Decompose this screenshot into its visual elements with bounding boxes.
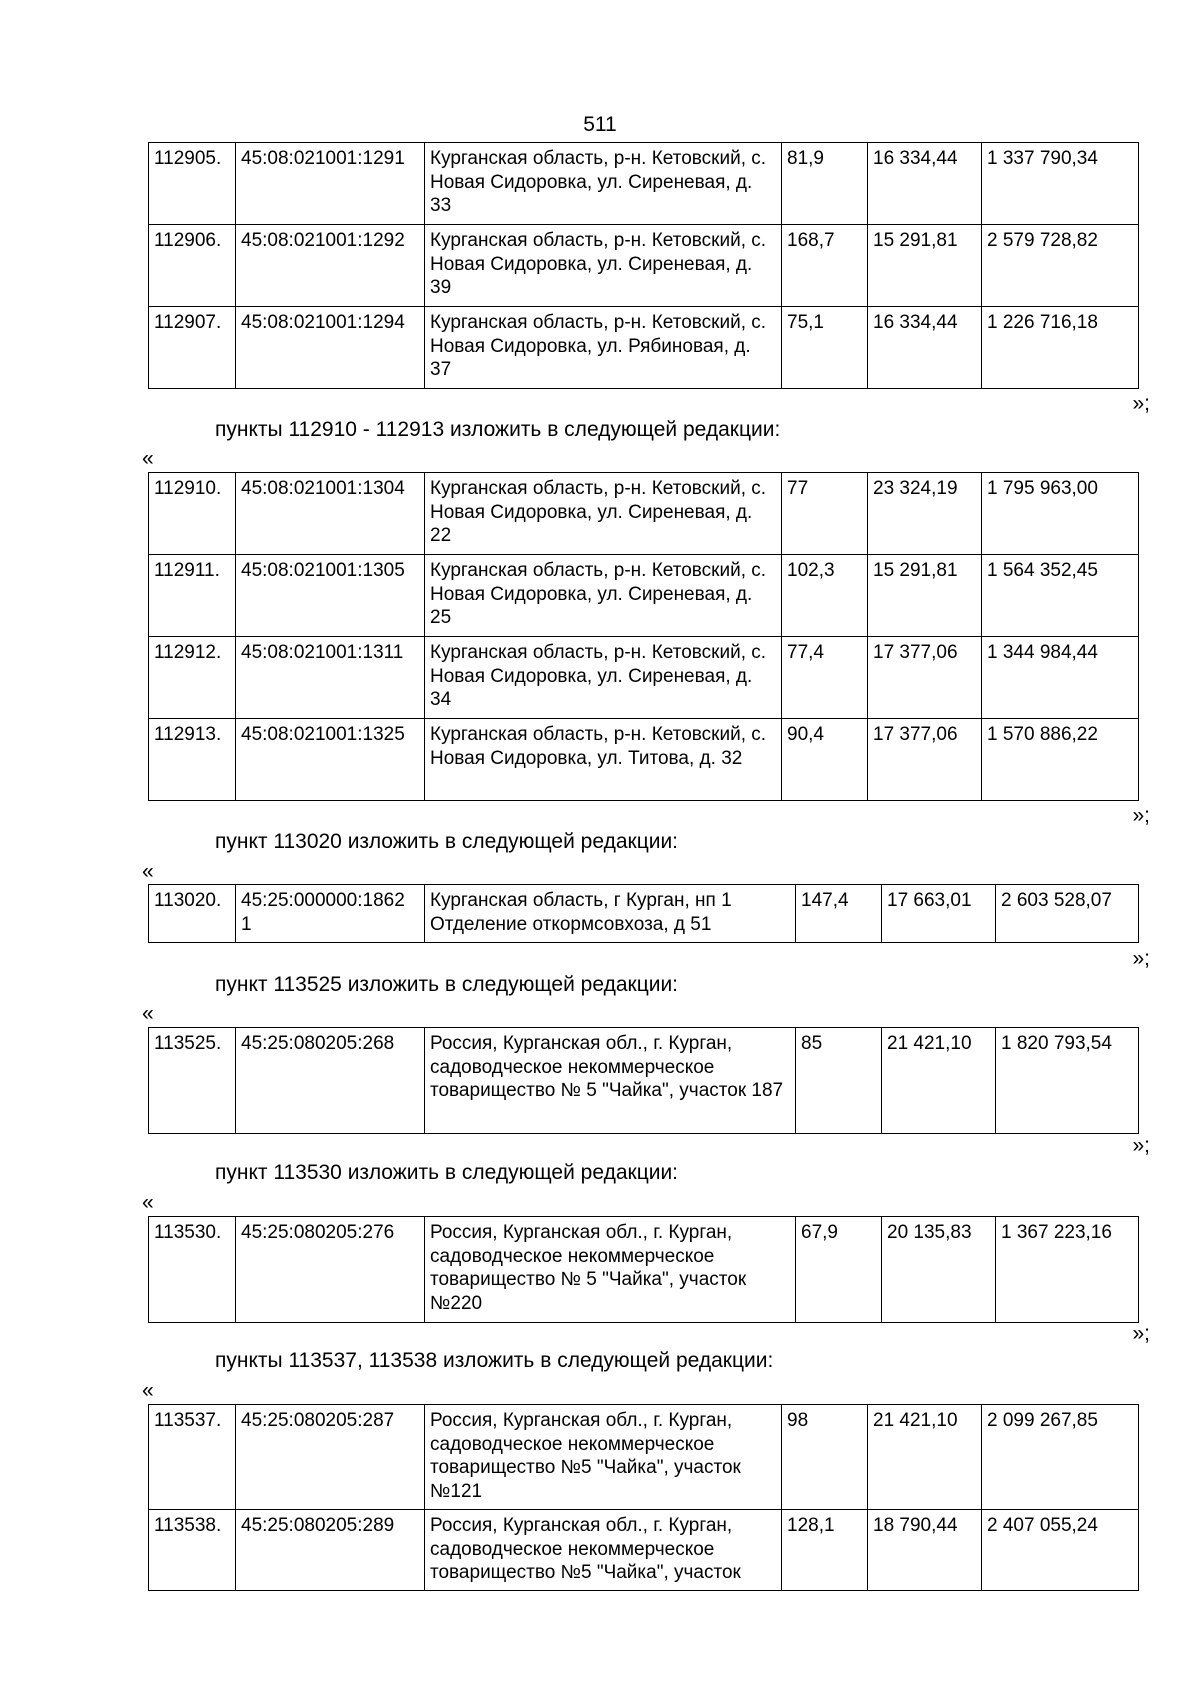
total-value: 2 603 528,07 <box>996 885 1139 943</box>
table-row <box>149 1405 1139 1510</box>
total-value: 1 570 886,22 <box>982 719 1139 801</box>
closing-quote: »; <box>1132 947 1150 970</box>
section-heading: пункт 113020 изложить в следующей редакции: <box>215 830 679 853</box>
total-value: 2 099 267,85 <box>982 1405 1139 1510</box>
table-113530 <box>148 1216 1139 1323</box>
cadastral-number: 45:08:021001:1305 <box>236 555 425 637</box>
row-number: 112912. <box>149 637 236 719</box>
table-row <box>149 1510 1139 1591</box>
closing-quote: »; <box>1132 392 1150 415</box>
total-value: 1 795 963,00 <box>982 473 1139 555</box>
unit-price: 21 421,10 <box>868 1405 982 1510</box>
unit-price: 18 790,44 <box>868 1510 982 1591</box>
address: Россия, Курганская обл., г. Курган, садоводческое некоммерческое товарищество № 5 "Чайка", участок №220 <box>425 1217 796 1323</box>
total-value: 1 226 716,18 <box>982 307 1139 389</box>
address: Россия, Курганская обл., г. Курган, садоводческое некоммерческое товарищество № 5 "Чайка", участок 187 <box>425 1028 796 1134</box>
cadastral-number: 45:25:080205:289 <box>236 1510 425 1591</box>
row-number: 112905. <box>149 143 236 225</box>
table-row <box>149 473 1139 555</box>
address: Курганская область, р-н. Кетовский, с. Новая Сидоровка, ул. Сиреневая, д. 33 <box>425 143 782 225</box>
opening-quote: « <box>142 447 154 470</box>
unit-price: 21 421,10 <box>882 1028 996 1134</box>
area: 147,4 <box>796 885 882 943</box>
table-row <box>149 143 1139 225</box>
area: 90,4 <box>782 719 868 801</box>
area: 81,9 <box>782 143 868 225</box>
total-value: 2 407 055,24 <box>982 1510 1139 1591</box>
table-row <box>149 307 1139 389</box>
cadastral-number: 45:08:021001:1291 <box>236 143 425 225</box>
unit-price: 20 135,83 <box>882 1217 996 1323</box>
section-heading: пункт 113525 изложить в следующей редакции: <box>215 973 679 996</box>
table-113537-113538 <box>148 1404 1139 1591</box>
row-number: 112907. <box>149 307 236 389</box>
row-number: 113537. <box>149 1405 236 1510</box>
table-row <box>149 225 1139 307</box>
address: Курганская область, р-н. Кетовский, с. Новая Сидоровка, ул. Рябиновая, д. 37 <box>425 307 782 389</box>
table-row <box>149 885 1139 943</box>
opening-quote: « <box>142 860 154 883</box>
total-value: 1 337 790,34 <box>982 143 1139 225</box>
address: Курганская область, р-н. Кетовский, с. Новая Сидоровка, ул. Сиреневая, д. 34 <box>425 637 782 719</box>
row-number: 113538. <box>149 1510 236 1591</box>
unit-price: 23 324,19 <box>868 473 982 555</box>
cadastral-number: 45:08:021001:1311 <box>236 637 425 719</box>
row-number: 113530. <box>149 1217 236 1323</box>
address: Россия, Курганская обл., г. Курган, садоводческое некоммерческое товарищество №5 "Чайка", участок №121 <box>425 1405 782 1510</box>
section-heading: пункты 112910 - 112913 изложить в следующей редакции: <box>215 418 781 441</box>
total-value: 1 820 793,54 <box>996 1028 1139 1134</box>
section-heading: пункт 113530 изложить в следующей редакции: <box>215 1161 679 1184</box>
row-number: 113020. <box>149 885 236 943</box>
total-value: 1 367 223,16 <box>996 1217 1139 1323</box>
row-number: 112911. <box>149 555 236 637</box>
opening-quote: « <box>142 1191 154 1214</box>
area: 128,1 <box>782 1510 868 1591</box>
area: 67,9 <box>796 1217 882 1323</box>
cadastral-number: 45:25:080205:268 <box>236 1028 425 1134</box>
area: 98 <box>782 1405 868 1510</box>
cadastral-number: 45:08:021001:1292 <box>236 225 425 307</box>
row-number: 112913. <box>149 719 236 801</box>
opening-quote: « <box>142 1002 154 1025</box>
table-113020 <box>148 884 1139 943</box>
table-row <box>149 637 1139 719</box>
closing-quote: »; <box>1132 1134 1150 1157</box>
address: Россия, Курганская обл., г. Курган, садоводческое некоммерческое товарищество №5 "Чайка", участок <box>425 1510 782 1591</box>
cadastral-number: 45:25:080205:276 <box>236 1217 425 1323</box>
area: 168,7 <box>782 225 868 307</box>
address: Курганская область, р-н. Кетовский, с. Новая Сидоровка, ул. Сиреневая, д. 25 <box>425 555 782 637</box>
total-value: 1 344 984,44 <box>982 637 1139 719</box>
unit-price: 17 663,01 <box>882 885 996 943</box>
total-value: 1 564 352,45 <box>982 555 1139 637</box>
unit-price: 15 291,81 <box>868 555 982 637</box>
table-row <box>149 1217 1139 1323</box>
page-number: 511 <box>583 113 617 136</box>
table-row <box>149 555 1139 637</box>
unit-price: 15 291,81 <box>868 225 982 307</box>
area: 75,1 <box>782 307 868 389</box>
cadastral-number: 45:25:080205:287 <box>236 1405 425 1510</box>
table-112905-112907 <box>148 142 1139 389</box>
row-number: 112906. <box>149 225 236 307</box>
address: Курганская область, р-н. Кетовский, с. Новая Сидоровка, ул. Сиреневая, д. 22 <box>425 473 782 555</box>
address: Курганская область, р-н. Кетовский, с. Новая Сидоровка, ул. Сиреневая, д. 39 <box>425 225 782 307</box>
area: 85 <box>796 1028 882 1134</box>
row-number: 112910. <box>149 473 236 555</box>
address: Курганская область, г Курган, нп 1 Отделение откормсовхоза, д 51 <box>425 885 796 943</box>
table-row <box>149 719 1139 801</box>
cadastral-number: 45:08:021001:1294 <box>236 307 425 389</box>
unit-price: 17 377,06 <box>868 637 982 719</box>
cadastral-number: 45:08:021001:1304 <box>236 473 425 555</box>
opening-quote: « <box>142 1379 154 1402</box>
total-value: 2 579 728,82 <box>982 225 1139 307</box>
closing-quote: »; <box>1132 804 1150 827</box>
table-113525 <box>148 1027 1139 1134</box>
area: 102,3 <box>782 555 868 637</box>
unit-price: 16 334,44 <box>868 143 982 225</box>
unit-price: 16 334,44 <box>868 307 982 389</box>
closing-quote: »; <box>1132 1322 1150 1345</box>
section-heading: пункты 113537, 113538 изложить в следующей редакции: <box>215 1349 774 1372</box>
table-row <box>149 1028 1139 1134</box>
address: Курганская область, р-н. Кетовский, с. Новая Сидоровка, ул. Титова, д. 32 <box>425 719 782 801</box>
area: 77,4 <box>782 637 868 719</box>
table-112910-112913 <box>148 472 1139 801</box>
area: 77 <box>782 473 868 555</box>
cadastral-number: 45:08:021001:1325 <box>236 719 425 801</box>
unit-price: 17 377,06 <box>868 719 982 801</box>
row-number: 113525. <box>149 1028 236 1134</box>
cadastral-number: 45:25:000000:1862 1 <box>236 885 425 943</box>
